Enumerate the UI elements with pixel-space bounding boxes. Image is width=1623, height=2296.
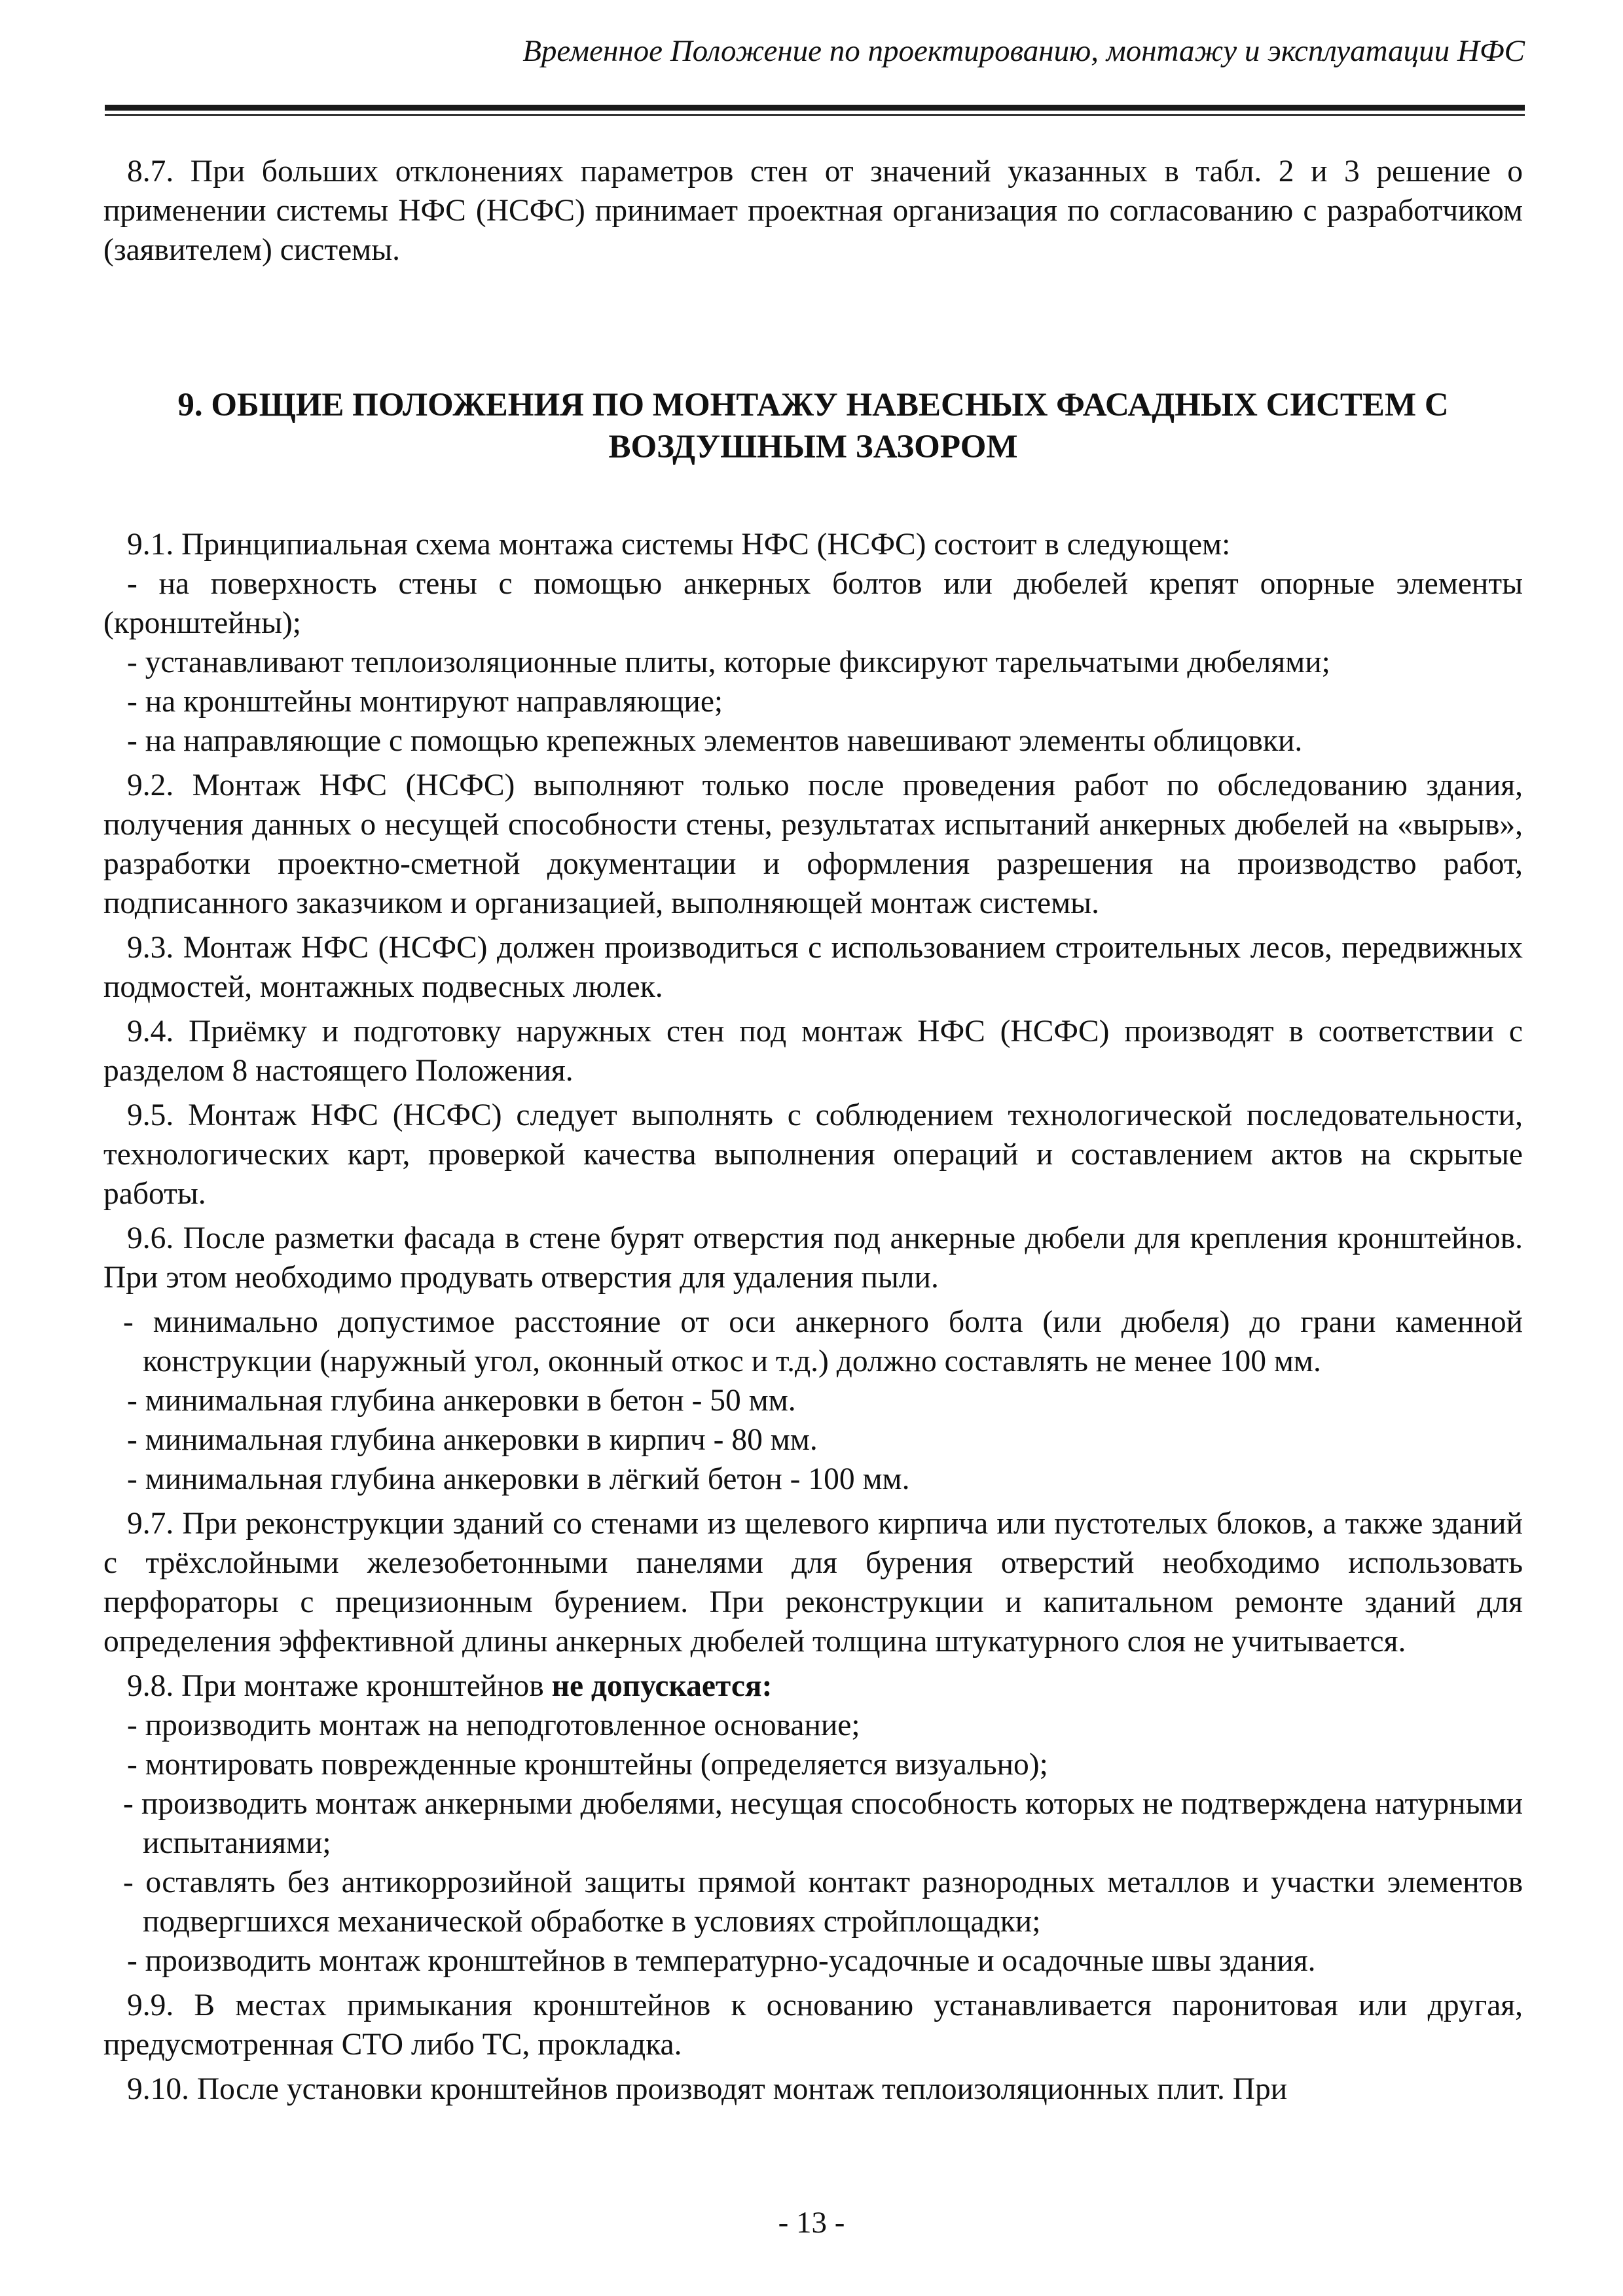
list-item-9-8: - монтировать поврежденные кронштейны (определяется визуально); [127, 1748, 1048, 1782]
paragraph-9-5: 9.5. Монтаж НФС (НСФС) следует выполнять с соблюдением технологической последовательности, технологических карт, проверкой качества выполнения операций и составлением актов на скрытые работы. [103, 1098, 1523, 1211]
running-header: Временное Положение по проектированию, монтажу и эксплуатации НФС [522, 34, 1525, 68]
list-item-9-8: - производить монтаж на неподготовленное основание; [127, 1708, 860, 1742]
list-item-9-8: - оставлять без антикоррозийной защиты прямой контакт разнородных металлов и участки элементов подвергшихся механической обработке в условиях стройплощадки; [123, 1865, 1523, 1939]
list-item-9-8: - производить монтаж кронштейнов в температурно-усадочные и осадочные швы здания. [127, 1944, 1316, 1978]
paragraph-9-10: 9.10. После установки кронштейнов производят монтаж теплоизоляционных плит. При [127, 2072, 1288, 2106]
list-item-9-6-distance: - минимально допустимое расстояние от оси анкерного болта (или дюбеля) до грани каменной конструкции (наружный угол, оконный откос и т.д.) должно составлять не менее 100 мм. [123, 1305, 1523, 1378]
list-item-9-1: - на кронштейны монтируют направляющие; [127, 685, 723, 719]
section-title: 9. ОБЩИЕ ПОЛОЖЕНИЯ ПО МОНТАЖУ НАВЕСНЫХ ФАСАДНЫХ СИСТЕМ С ВОЗДУШНЫМ ЗАЗОРОМ [177, 387, 1449, 465]
paragraph-9-2: 9.2. Монтаж НФС (НСФС) выполняют только после проведения работ по обследованию здания, получения данных о несущей способности стены, результатах испытаний анкерных дюбелей на «вырыв», разработки проектно-сметной документации и оформления разрешения на производство работ, подписанного заказчиком и организацией, выполняющей монтаж системы. [103, 768, 1523, 920]
list-item-9-1: - на направляющие с помощью крепежных элементов навешивают элементы облицовки. [127, 724, 1303, 758]
paragraph-9-8-bold: не допускается: [551, 1669, 773, 1703]
page-number: - 13 - [778, 2206, 845, 2240]
header-rule-thin [105, 114, 1525, 116]
list-item-9-6: - минимальная глубина анкеровки в бетон - 50 мм. [127, 1384, 796, 1418]
document-body [103, 152, 1523, 2109]
paragraph-9-9: 9.9. В местах примыкания кронштейнов к основанию устанавливается паронитовая или другая, предусмотренная СТО либо ТС, прокладка. [103, 1988, 1523, 2062]
paragraph-9-4: 9.4. Приёмку и подготовку наружных стен под монтаж НФС (НСФС) производят в соответствии с разделом 8 настоящего Положения. [103, 1014, 1523, 1088]
paragraph-9-8 [103, 1666, 1523, 1706]
list-item-9-6: - минимальная глубина анкеровки в кирпич - 80 мм. [127, 1423, 818, 1457]
list-item-9-1: - на поверхность стены с помощью анкерных болтов или дюбелей крепят опорные элементы (кронштейны); [103, 567, 1523, 640]
header-rule-thick [105, 105, 1525, 111]
paragraph-9-7: 9.7. При реконструкции зданий со стенами из щелевого кирпича или пустотелых блоков, а также зданий с трёхслойными железобетонными панелями для бурения отверстий необходимо использовать перфораторы с прецизионным бурением. При реконструкции и капитальном ремонте зданий для определения эффективной длины анкерных дюбелей толщина штукатурного слоя не учитывается. [103, 1507, 1523, 1659]
paragraph-9-8-text: 9.8. При монтаже кронштейнов [127, 1669, 552, 1703]
paragraph-9-3: 9.3. Монтаж НФС (НСФС) должен производиться с использованием строительных лесов, передвижных подмостей, монтажных подвесных люлек. [103, 931, 1523, 1004]
list-item-9-1: - устанавливают теплоизоляционные плиты, которые фиксируют тарельчатыми дюбелями; [127, 645, 1330, 679]
paragraph-8-7: 8.7. При больших отклонениях параметров стен от значений указанных в табл. 2 и 3 решение о применении системы НФС (НСФС) принимает проектная организация по согласованию с разработчиком (заявителем) системы. [103, 154, 1523, 267]
paragraph-9-6: 9.6. После разметки фасада в стене бурят отверстия под анкерные дюбели для крепления кронштейнов. При этом необходимо продувать отверстия для удаления пыли. [103, 1221, 1523, 1295]
paragraph-9-1: 9.1. Принципиальная схема монтажа системы НФС (НСФС) состоит в следующем: [127, 528, 1231, 562]
list-item-9-6: - минимальная глубина анкеровки в лёгкий бетон - 100 мм. [127, 1462, 910, 1496]
list-item-9-8: - производить монтаж анкерными дюбелями, несущая способность которых не подтверждена натурными испытаниями; [123, 1787, 1523, 1860]
